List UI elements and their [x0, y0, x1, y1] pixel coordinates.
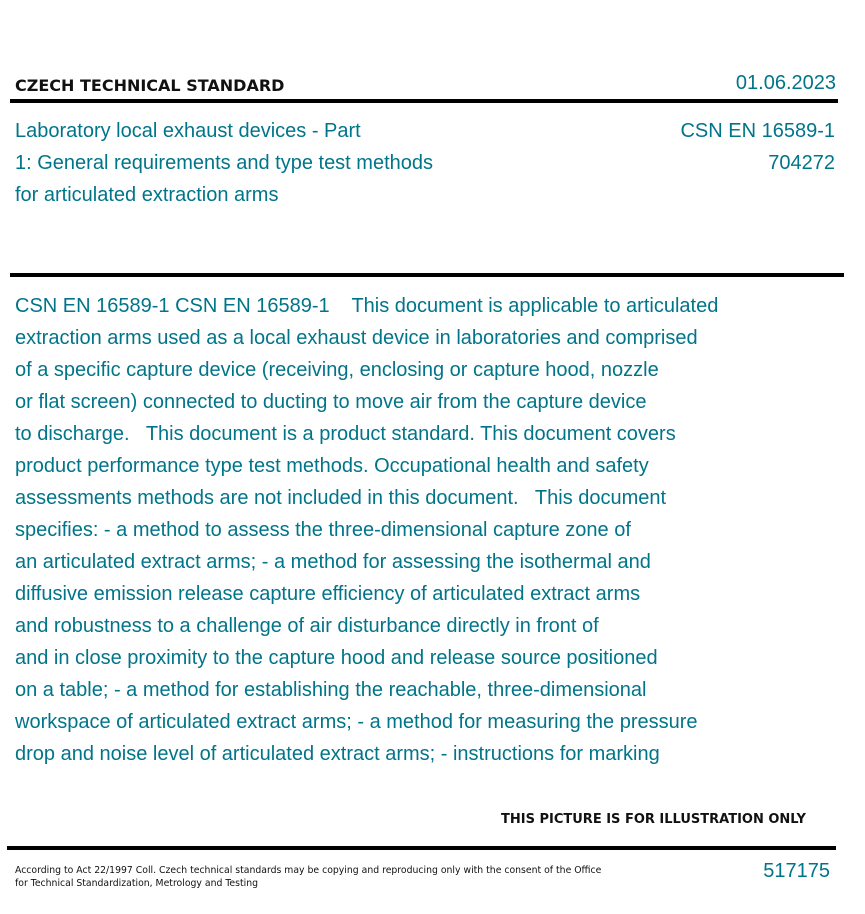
- abstract-line: product performance type test methods. Occupational health and safety: [15, 455, 649, 477]
- abstract-line: drop and noise level of articulated extract arms; - instructions for marking: [15, 743, 660, 765]
- document-title-line: Laboratory local exhaust devices - Part: [15, 120, 361, 142]
- abstract-line: or flat screen) connected to ducting to move air from the capture device: [15, 391, 647, 413]
- footer-divider: [7, 846, 836, 850]
- abstract-line: an articulated extract arms; - a method for assessing the isothermal and: [15, 551, 651, 573]
- abstract-line: assessments methods are not included in this document. This document: [15, 487, 667, 509]
- document-title: [15, 115, 495, 211]
- abstract-line: of a specific capture device (receiving, enclosing or capture hood, nozzle: [15, 359, 659, 381]
- standard-number: CSN EN 16589-1: [680, 120, 835, 142]
- abstract-line: and in close proximity to the capture hood and release source positioned: [15, 647, 658, 669]
- abstract-line: CSN EN 16589-1 CSN EN 16589-1 This document is applicable to articulated: [15, 295, 719, 317]
- abstract-line: workspace of articulated extract arms; - a method for measuring the pressure: [15, 711, 698, 733]
- standard-type-heading: CZECH TECHNICAL STANDARD: [15, 76, 285, 95]
- document-code: 517175: [763, 860, 830, 882]
- abstract-line: diffusive emission release capture efficiency of articulated extract arms: [15, 583, 641, 605]
- standard-identifiers: [680, 115, 835, 179]
- title-divider: [10, 273, 844, 277]
- abstract-line: and robustness to a challenge of air disturbance directly in front of: [15, 615, 599, 637]
- abstract-line: extraction arms used as a local exhaust device in laboratories and comprised: [15, 327, 698, 349]
- illustration-disclaimer: THIS PICTURE IS FOR ILLUSTRATION ONLY: [501, 812, 806, 827]
- copyright-notice: [15, 864, 635, 890]
- classification-code: 704272: [768, 152, 835, 174]
- abstract-line: on a table; - a method for establishing the reachable, three-dimensional: [15, 679, 647, 701]
- document-title-line: for articulated extraction arms: [15, 184, 279, 206]
- abstract-line: specifies: - a method to assess the three-dimensional capture zone of: [15, 519, 631, 541]
- header-divider: [10, 99, 838, 103]
- copyright-notice-line: According to Act 22/1997 Coll. Czech technical standards may be copying and reproducing only with the consent of the Office: [15, 865, 602, 876]
- document-title-line: 1: General requirements and type test methods: [15, 152, 434, 174]
- publication-date: 01.06.2023: [735, 72, 836, 94]
- abstract-line: to discharge. This document is a product standard. This document covers: [15, 423, 676, 445]
- abstract-text: [15, 290, 845, 770]
- copyright-notice-line: for Technical Standardization, Metrology and Testing: [15, 878, 259, 889]
